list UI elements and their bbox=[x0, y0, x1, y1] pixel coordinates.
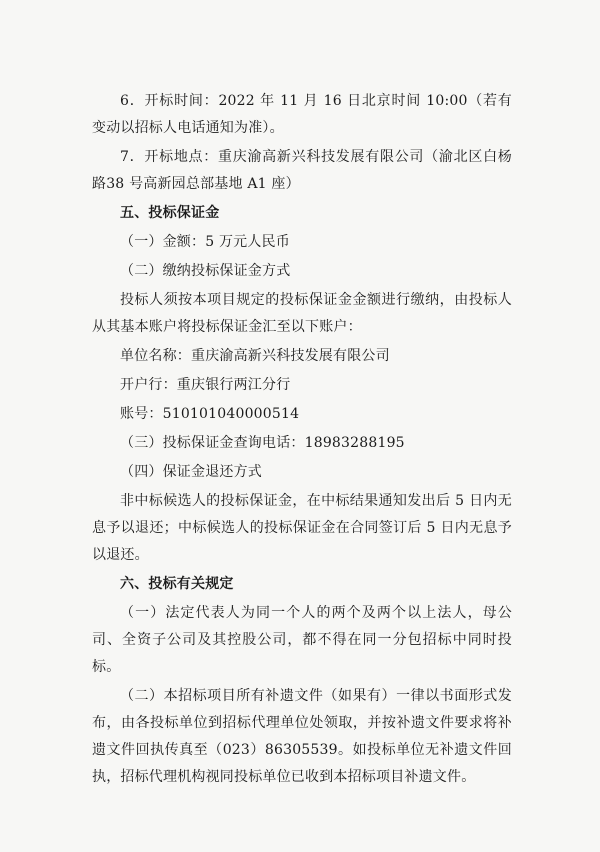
account-name: 单位名称：重庆渝高新兴科技发展有限公司 bbox=[120, 348, 390, 364]
bond-refund-details: 非中标候选人的投标保证金，在中标结果通知发出后 5 日内无息予以退还；中标候选人的投标保证金在合同签订后 5 日内无息予以退还。 bbox=[92, 493, 512, 563]
bid-opening-location: 7．开标地点：重庆渝高新兴科技发展有限公司（渝北区白杨路38 号高新园总部基地 A1 座） bbox=[92, 149, 512, 192]
bond-refund-heading: （四）保证金退还方式 bbox=[120, 464, 262, 480]
rule-addendum-documents: （二）本招标项目所有补遗文件（如果有）一律以书面形式发布，由各投标单位到招标代理单位处领取，并按补遗文件要求将补遗文件回执传真至（023）86305539。如投标单位无补遗文件回执，招标代理机构视同投标单位已收到本招标项目补遗文件。 bbox=[92, 688, 512, 785]
bond-amount: （一）金额：5 万元人民币 bbox=[120, 234, 290, 250]
bond-inquiry-phone: （三）投标保证金查询电话：18983288195 bbox=[120, 435, 405, 451]
section-heading-bid-bond: 五、投标保证金 bbox=[120, 205, 220, 221]
account-bank: 开户行：重庆银行两江分行 bbox=[120, 377, 291, 393]
section-heading-bid-rules: 六、投标有关规定 bbox=[120, 576, 234, 592]
rule-same-legal-rep: （一）法定代表人为同一个人的两个及两个以上法人，母公司、全资子公司及其控股公司，都不得在同一分包招标中同时投标。 bbox=[92, 605, 512, 675]
account-number: 账号：510101040000514 bbox=[120, 406, 300, 422]
bond-payment-method-heading: （二）缴纳投标保证金方式 bbox=[120, 263, 291, 279]
bid-opening-time: 6．开标时间：2022 年 11 月 16 日北京时间 10:00（若有变动以招标人电话通知为准）。 bbox=[92, 93, 512, 136]
bond-payment-instructions: 投标人须按本项目规定的投标保证金金额进行缴纳，由投标人从其基本账户将投标保证金汇至以下账户： bbox=[92, 292, 512, 335]
